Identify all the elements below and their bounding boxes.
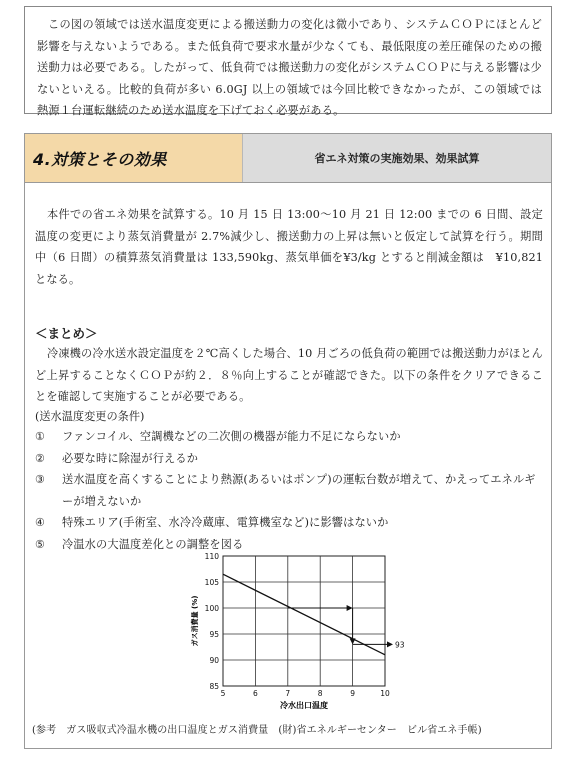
chart-annotation-arrowhead: [387, 641, 393, 647]
chart-x-tick-label: 5: [220, 689, 226, 698]
chart-frame: [223, 556, 385, 686]
list-item: [35, 426, 545, 448]
list-item: [35, 448, 545, 470]
chart-annotation-arrowhead: [350, 638, 356, 644]
chart-grid: [223, 556, 385, 686]
chart-annotation-arrowhead: [347, 605, 353, 611]
reference-caption: (参考 ガス吸収式冷温水機の出口温度とガス消費量 (財)省エネルギーセンター ビル省エネ手帳): [32, 725, 482, 736]
list-number: ②: [35, 451, 46, 465]
chart-series-line: [223, 574, 385, 655]
summary-paragraph: 冷凍機の冷水送水設定温度を２℃高くした場合、10 月ごろの低負荷の範囲では搬送動力がほとんど上昇することなくＣＯＰが約２．８％向上することが確認できた。以下の条件をクリアできることを確認して実施することが必要である。: [35, 347, 543, 403]
chart-x-tick-label: 6: [253, 689, 258, 698]
chart-y-tick-label: 100: [204, 604, 219, 613]
chart-x-tick-label: 7: [285, 689, 291, 698]
chart-svg: [185, 546, 415, 712]
list-number: ⑤: [35, 537, 46, 551]
section-subtitle: 省エネ対策の実施効果、効果試算: [243, 134, 551, 182]
chart-x-tick-label: 8: [317, 689, 323, 698]
chart-y-axis-label: ガス消費量 (%): [191, 595, 199, 647]
chart-y-tick-label: 105: [204, 578, 219, 587]
section-header: [24, 133, 552, 183]
list-number: ④: [35, 516, 46, 529]
list-item: [35, 469, 545, 512]
conditions-heading: (送水温度変更の条件): [35, 410, 145, 423]
chart-y-tick-label: 85: [209, 682, 219, 691]
chart-x-tick-label: 10: [380, 689, 390, 698]
chart-annotation-label: 93: [395, 640, 405, 650]
summary-box: この図の領域では送水温度変更による搬送動力の変化は微小であり、システムＣＯＰにほとんど影響を与えないようである。また低負荷で要求水量が少なくても、最低限度の差圧確保のための搬送動力は必要である。したがって、低負荷では搬送動力の変化がシステムＣＯＰに与える影響は少ないといえる。比較的負荷が多い 6.0GJ 以上の領域では今回比較できなかったが、この領域では熱源１台運転継続のため送水温度を下げておく必要がある。: [24, 6, 552, 114]
list-item: [35, 512, 545, 534]
list-text: 送水温度を高くすることにより熱源(あるいはポンプ)の運転台数が増えて、かえってエネルギーが増えないか: [62, 473, 536, 508]
chart-ticks: [205, 552, 390, 698]
estimate-paragraph: 本件での省エネ効果を試算する。10 月 15 日 13:00～10 月 21 日 12:00 までの 6 日間、設定温度の変更により蒸気消費量が 2.7%減少し、搬送動力の上昇は無いと仮定して試算を行う。期間中（6 日間）の積算蒸気消費量は 133,590kg、蒸気単価を¥3/kg とすると削減金額は ¥10,821 となる。: [35, 208, 555, 286]
chart-annotation: [288, 605, 405, 649]
chart-series: [223, 574, 385, 655]
list-text: 特殊エリア(手術室、水冷冷蔵庫、電算機室など)に影響はないか: [62, 516, 389, 529]
list-text: ファンコイル、空調機などの二次側の機器が能力不足にならないか: [62, 430, 401, 443]
list-text: 必要な時に除湿が行えるか: [62, 451, 199, 465]
list-text: 冷温水の大温度差化との調整を図る: [62, 537, 244, 551]
chart-x-tick-label: 9: [350, 689, 355, 698]
section-body: [24, 183, 555, 749]
list-number: ③: [35, 473, 46, 486]
conditions-list: [35, 426, 545, 555]
section-title: 4.対策とその効果: [25, 134, 243, 182]
list-number: ①: [35, 430, 46, 443]
gas-consumption-chart: [185, 546, 415, 712]
chart-y-tick-label: 95: [209, 630, 219, 639]
chart-y-tick-label: 110: [204, 552, 219, 561]
chart-x-axis-label: 冷水出口温度: [280, 701, 328, 710]
summary-heading: ＜まとめ＞: [35, 326, 98, 341]
chart-y-tick-label: 90: [209, 656, 219, 665]
